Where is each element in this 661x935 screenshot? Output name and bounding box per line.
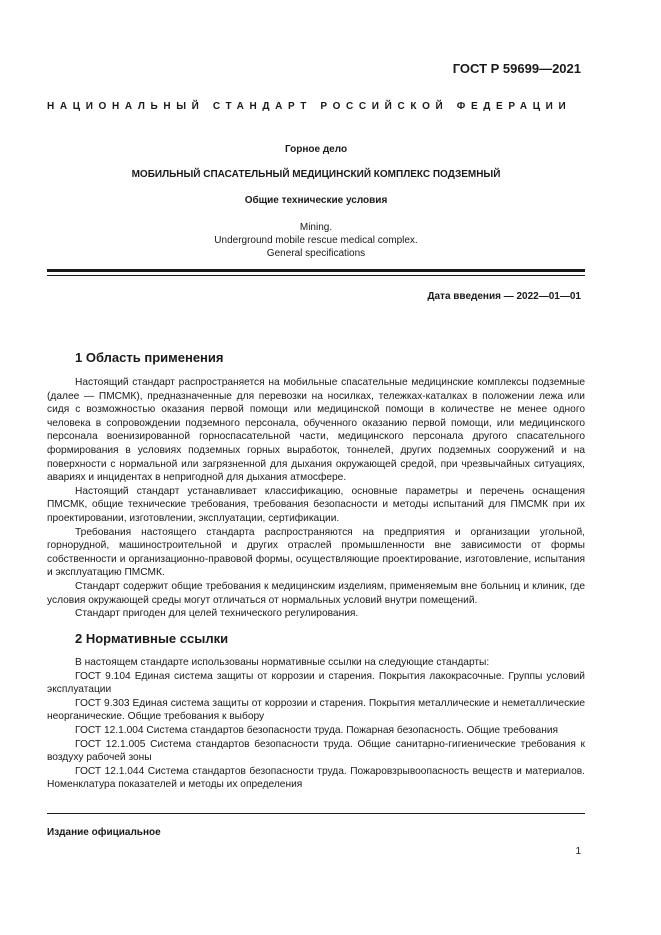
paragraph: Настоящий стандарт устанавливает классификацию, основные параметры и перечень оснащения ПМСМК, общие технические требования, требования безопасности и методы испытаний для ПМСМК при их проектировании, изготовлении, эксплуатации, сертификации. [47, 485, 585, 524]
title-divider-thick [47, 269, 585, 272]
paragraph: Требования настоящего стандарта распространяются на предприятия и организации угольной, горнорудной, машиностроительной и других отраслей промышленности вне зависимости от формы собственности и организационно-правовой формы, осуществляющие проектирование, изготовление, испытания и эксплуатацию ПМСМК. [47, 526, 585, 579]
reference-item: ГОСТ 9.104 Единая система защиты от коррозии и старения. Покрытия лакокрасочные. Группы условий эксплуатации [47, 670, 585, 696]
section-1-body [47, 376, 585, 621]
title-divider-thin [47, 275, 585, 276]
paragraph: В настоящем стандарте использованы нормативные ссылки на следующие стандарты: [75, 657, 490, 668]
page-number: 1 [575, 846, 581, 857]
effective-date: Дата введения — 2022—01—01 [427, 291, 581, 302]
english-title-line: General specifications [266, 248, 366, 259]
reference-item: ГОСТ 9.303 Единая система защиты от коррозии и старения. Покрытия металлические и неметаллические неорганические. Общие требования к выбору [47, 697, 585, 723]
section-1-heading: 1 Область применения [75, 350, 224, 365]
reference-item: ГОСТ 12.1.004 Система стандартов безопасности труда. Пожарная безопасность. Общие требования [75, 724, 559, 736]
paragraph: Стандарт содержит общие требования к медицинским изделиям, применяемым вне больниц и клиник, где условия окружающей среды могут отличаться от нормальных условий внутри помещений. [47, 580, 585, 606]
english-title-line: Underground mobile rescue medical complex. [214, 235, 418, 246]
paragraph: Настоящий стандарт распространяется на мобильные спасательные медицинские комплексы подземные (далее — ПМСМК), предназначенные для перевозки на носилках, тележках-каталках в положении лежа или сидя с возможностью оказания первой помощи или медицинской помощи в количестве не менее одного человека в сопровождении подземного персонала, обученного оказанию первой помощи, или медицинского персонала военизированной горноспасательной части, медицинского персонала другого спасательного формирования в условиях подземных горных выработок, тоннелей, других подземных сооружений и на поверхности с нормальной или загрязненной для дыхания окружающей средой, при чрезвычайных ситуациях, авариях и инцидентах в непригодной для дыхания атмосфере. [47, 377, 585, 484]
document-category: Горное дело [284, 144, 348, 155]
document-title: МОБИЛЬНЫЙ СПАСАТЕЛЬНЫЙ МЕДИЦИНСКИЙ КОМПЛЕКС ПОДЗЕМНЫЙ [131, 169, 501, 180]
national-standard-banner: НАЦИОНАЛЬНЫЙ СТАНДАРТ РОССИЙСКОЙ ФЕДЕРАЦИИ [47, 101, 572, 112]
english-title-line: Mining. [299, 222, 333, 233]
official-edition-label: Издание официальное [47, 827, 161, 838]
section-2-body [47, 656, 585, 792]
standard-code: ГОСТ Р 59699—2021 [452, 61, 581, 76]
paragraph: Стандарт пригоден для целей технического регулирования. [75, 608, 359, 620]
reference-item: ГОСТ 12.1.044 Система стандартов безопасности труда. Пожаровзрывоопасность веществ и материалов. Номенклатура показателей и методы их определения [47, 765, 585, 791]
english-title [47, 221, 585, 260]
section-2-heading: 2 Нормативные ссылки [75, 631, 229, 646]
reference-item: ГОСТ 12.1.005 Система стандартов безопасности труда. Общие санитарно-гигиенические требования к воздуху рабочей зоны [47, 738, 585, 764]
footer-divider [47, 813, 585, 814]
document-subtitle: Общие технические условия [244, 195, 388, 206]
